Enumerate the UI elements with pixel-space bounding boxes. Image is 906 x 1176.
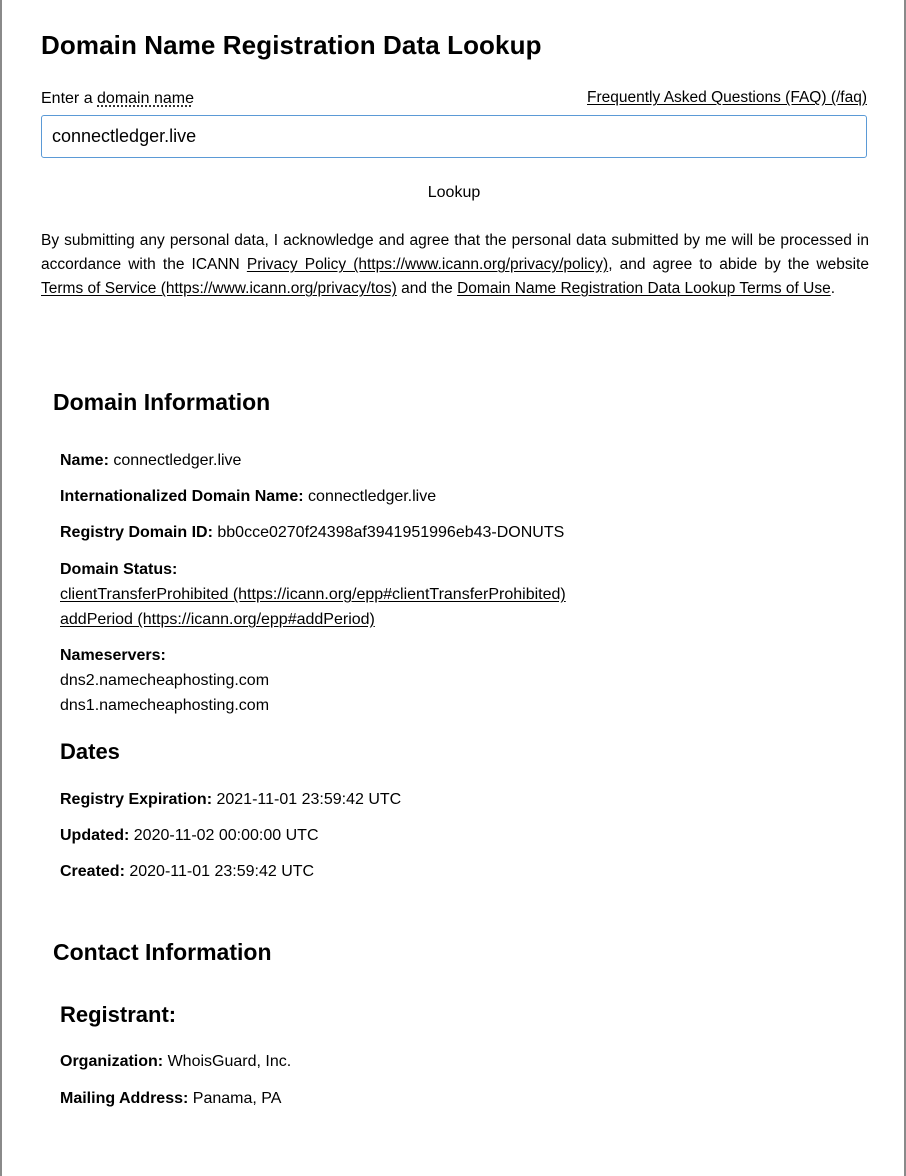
domain-search-input[interactable]: [41, 115, 867, 158]
idn-label: Internationalized Domain Name:: [60, 488, 304, 505]
domain-status-field: [60, 557, 566, 632]
idn-field: [60, 487, 436, 507]
privacy-policy-link[interactable]: Privacy Policy (https://www.icann.org/privacy/policy): [246, 256, 609, 273]
terms-of-service-link[interactable]: Terms of Service (https://www.icann.org/privacy/tos): [41, 280, 397, 297]
lookup-button[interactable]: Lookup: [419, 182, 489, 204]
search-label-prefix: Enter a: [41, 90, 98, 107]
registry-domain-id-field: [60, 523, 564, 543]
terms-of-use-link[interactable]: Domain Name Registration Data Lookup Terms of Use: [457, 280, 831, 297]
domain-information-heading: Domain Information: [53, 389, 271, 415]
created-value: 2020-11-01 23:59:42 UTC: [129, 863, 315, 880]
page-title: Domain Name Registration Data Lookup: [41, 30, 542, 60]
domain-name-abbr[interactable]: domain name: [97, 90, 194, 107]
disclaimer-text-3: and the: [396, 280, 458, 297]
nameservers-field: [60, 643, 269, 718]
mailing-address-field: [60, 1089, 281, 1109]
registry-domain-id-label: Registry Domain ID:: [60, 524, 213, 541]
disclaimer-text-1: By submitting any personal data, I acknowledge and agree that the personal data submitted by me will be processed in accordance with the ICANN: [41, 232, 869, 273]
organization-label: Organization:: [60, 1053, 164, 1070]
dates-heading: Dates: [60, 739, 120, 764]
nameserver-item: dns2.namecheaphosting.com: [60, 672, 270, 689]
disclaimer-text-2: , and agree to abide by the website: [608, 256, 869, 273]
updated-value: 2020-11-02 00:00:00 UTC: [133, 827, 319, 844]
registry-expiration-field: [60, 790, 401, 810]
registry-domain-id-value: bb0cce0270f24398af3941951996eb43-DONUTS: [217, 524, 565, 541]
faq-link[interactable]: Frequently Asked Questions (FAQ) (/faq): [587, 89, 867, 106]
search-label: [41, 90, 194, 108]
domain-name-label: Name:: [60, 452, 109, 469]
registrant-heading: Registrant:: [60, 1002, 177, 1027]
registry-expiration-value: 2021-11-01 23:59:42 UTC: [216, 791, 402, 808]
domain-name-value: connectledger.live: [113, 452, 242, 469]
nameserver-item: dns1.namecheaphosting.com: [60, 697, 270, 714]
created-field: [60, 862, 314, 882]
organization-field: [60, 1052, 291, 1072]
disclaimer-text-4: .: [830, 280, 836, 297]
updated-label: Updated:: [60, 827, 130, 844]
status-link-client-transfer-prohibited[interactable]: clientTransferProhibited (https://icann.org/epp#clientTransferProhibited): [60, 586, 566, 603]
mailing-address-value: Panama, PA: [192, 1090, 282, 1107]
organization-value: WhoisGuard, Inc.: [167, 1053, 292, 1070]
nameservers-label: Nameservers:: [60, 647, 166, 664]
created-label: Created:: [60, 863, 125, 880]
contact-information-heading: Contact Information: [53, 939, 272, 965]
registry-expiration-label: Registry Expiration:: [60, 791, 213, 808]
domain-name-field: [60, 451, 241, 471]
updated-field: [60, 826, 319, 846]
privacy-disclaimer: [41, 229, 869, 301]
mailing-address-label: Mailing Address:: [60, 1090, 189, 1107]
status-link-add-period[interactable]: addPeriod (https://icann.org/epp#addPeriod): [60, 611, 375, 628]
idn-value: connectledger.live: [308, 488, 437, 505]
domain-status-label: Domain Status:: [60, 561, 178, 578]
